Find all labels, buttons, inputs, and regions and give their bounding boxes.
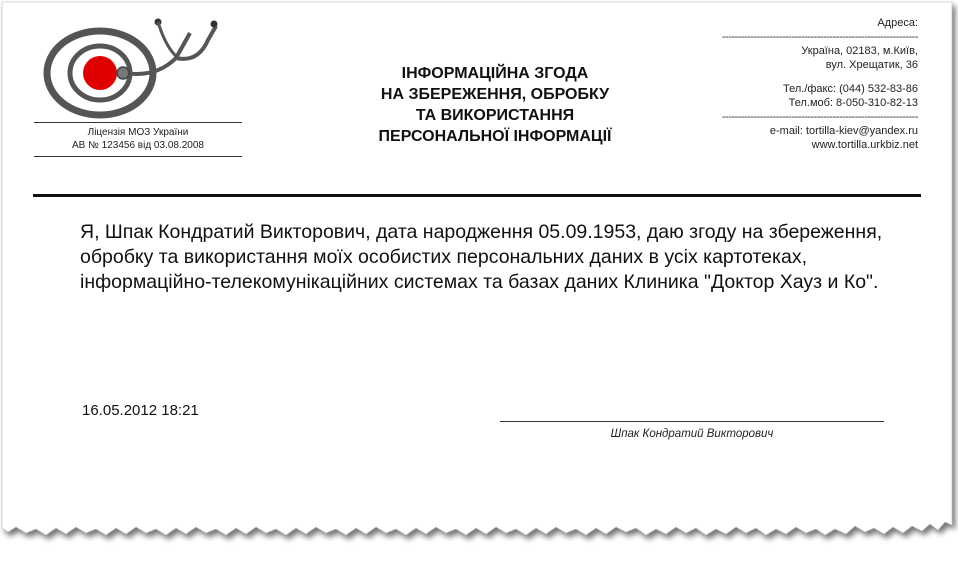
license-line-2: АВ № 123456 від 03.08.2008 <box>72 140 204 151</box>
website: www.tortilla.urkbiz.net <box>811 139 918 151</box>
document-datetime: 16.05.2012 18:21 <box>82 402 199 419</box>
license-block <box>34 122 242 157</box>
title-line-3: ТА ВИКОРИСТАННЯ <box>415 107 575 124</box>
header-divider <box>33 194 921 197</box>
clinic-logo <box>38 18 248 128</box>
license-line-1: Ліцензія МОЗ України <box>87 127 189 138</box>
contacts-block <box>668 16 918 152</box>
signature-name: Шпак Кондратий Викторович <box>610 428 774 440</box>
email: e-mail: tortilla-kiev@yandex.ru <box>769 125 918 137</box>
contacts-separator-bottom: -------------------------------------------------------------- <box>721 111 918 123</box>
address-label: Адреса: <box>877 17 918 29</box>
mobile-phone: Тел.моб: 8-050-310-82-13 <box>788 97 918 109</box>
address-line-2: вул. Хрещатик, 36 <box>825 59 918 71</box>
address-line-1: Україна, 02183, м.Київ, <box>801 45 918 57</box>
title-line-4: ПЕРСОНАЛЬНОЇ ІНФОРМАЦІЇ <box>378 128 612 145</box>
title-line-1: ІНФОРМАЦІЙНА ЗГОДА <box>401 65 589 82</box>
document-title <box>330 63 660 147</box>
phone-fax: Тел./факс: (044) 532-83-86 <box>783 83 918 95</box>
title-line-2: НА ЗБЕРЕЖЕННЯ, ОБРОБКУ <box>380 86 610 103</box>
consent-text: Я, Шпак Кондратий Викторович, дата народження 05.09.1953, даю згоду на збереження, обробку та використання моїх особистих персональних даних в усіх картотеках, інформаційно-телекомунікаційних системах та базах даних Клиника "Доктор Хауз и Ко". <box>80 221 883 293</box>
signature-line <box>500 421 884 422</box>
contacts-separator-top: -------------------------------------------------------------- <box>721 31 918 43</box>
